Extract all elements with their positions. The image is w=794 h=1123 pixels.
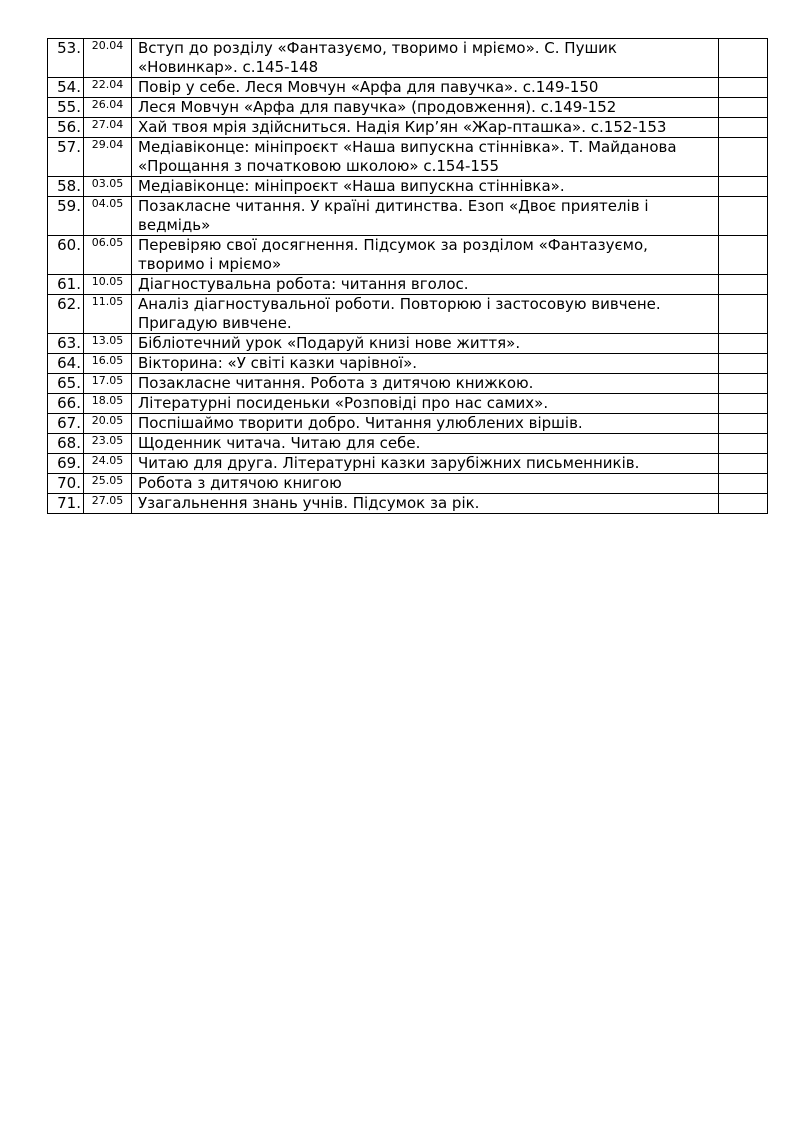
lesson-number-cell: 53. bbox=[48, 39, 84, 78]
table-row bbox=[48, 236, 768, 275]
lesson-topic-cell: Читаю для друга. Літературні казки зарубіжних письменників. bbox=[132, 454, 719, 474]
lesson-topic-cell: Медіавіконце: мініпроєкт «Наша випускна стіннівка». bbox=[132, 177, 719, 197]
lesson-note-cell bbox=[719, 177, 768, 197]
lesson-plan-body bbox=[48, 39, 768, 514]
lesson-note-cell bbox=[719, 354, 768, 374]
lesson-topic-cell: Вступ до розділу «Фантазуємо, творимо і мріємо». С. Пушик «Новинкар». с.145-148 bbox=[132, 39, 719, 78]
lesson-date-cell: 17.05 bbox=[84, 374, 132, 394]
table-row bbox=[48, 138, 768, 177]
lesson-note-cell bbox=[719, 434, 768, 454]
lesson-note-cell bbox=[719, 39, 768, 78]
lesson-topic-cell: Поспішаймо творити добро. Читання улюблених віршів. bbox=[132, 414, 719, 434]
lesson-plan-table bbox=[47, 38, 768, 514]
lesson-note-cell bbox=[719, 394, 768, 414]
lesson-date-cell: 11.05 bbox=[84, 295, 132, 334]
lesson-number-cell: 67. bbox=[48, 414, 84, 434]
table-row bbox=[48, 394, 768, 414]
table-row bbox=[48, 354, 768, 374]
lesson-date-cell: 27.04 bbox=[84, 118, 132, 138]
table-row bbox=[48, 494, 768, 514]
lesson-note-cell bbox=[719, 414, 768, 434]
lesson-number-cell: 55. bbox=[48, 98, 84, 118]
lesson-number-cell: 54. bbox=[48, 78, 84, 98]
lesson-topic-cell: Повір у себе. Леся Мовчун «Арфа для павучка». с.149-150 bbox=[132, 78, 719, 98]
table-row bbox=[48, 434, 768, 454]
lesson-topic-cell: Бібліотечний урок «Подаруй книзі нове життя». bbox=[132, 334, 719, 354]
lesson-note-cell bbox=[719, 474, 768, 494]
lesson-number-cell: 57. bbox=[48, 138, 84, 177]
table-row bbox=[48, 474, 768, 494]
lesson-note-cell bbox=[719, 78, 768, 98]
lesson-number-cell: 71. bbox=[48, 494, 84, 514]
lesson-number-cell: 64. bbox=[48, 354, 84, 374]
table-row bbox=[48, 414, 768, 434]
lesson-date-cell: 06.05 bbox=[84, 236, 132, 275]
table-row bbox=[48, 177, 768, 197]
lesson-topic-cell: Медіавіконце: мініпроєкт «Наша випускна стіннівка». Т. Майданова «Прощання з початковою школою» с.154-155 bbox=[132, 138, 719, 177]
lesson-date-cell: 13.05 bbox=[84, 334, 132, 354]
lesson-date-cell: 25.05 bbox=[84, 474, 132, 494]
lesson-topic-cell: Вікторина: «У світі казки чарівної». bbox=[132, 354, 719, 374]
lesson-date-cell: 27.05 bbox=[84, 494, 132, 514]
lesson-number-cell: 68. bbox=[48, 434, 84, 454]
lesson-topic-cell: Леся Мовчун «Арфа для павучка» (продовження). с.149-152 bbox=[132, 98, 719, 118]
lesson-topic-cell: Перевіряю свої досягнення. Підсумок за розділом «Фантазуємо, творимо і мріємо» bbox=[132, 236, 719, 275]
table-row bbox=[48, 454, 768, 474]
lesson-date-cell: 18.05 bbox=[84, 394, 132, 414]
lesson-note-cell bbox=[719, 295, 768, 334]
lesson-number-cell: 61. bbox=[48, 275, 84, 295]
lesson-topic-cell: Хай твоя мрія здійсниться. Надія Кир’ян «Жар-пташка». с.152-153 bbox=[132, 118, 719, 138]
lesson-date-cell: 23.05 bbox=[84, 434, 132, 454]
lesson-note-cell bbox=[719, 454, 768, 474]
lesson-note-cell bbox=[719, 98, 768, 118]
lesson-note-cell bbox=[719, 275, 768, 295]
table-row bbox=[48, 118, 768, 138]
lesson-number-cell: 65. bbox=[48, 374, 84, 394]
lesson-date-cell: 10.05 bbox=[84, 275, 132, 295]
lesson-topic-cell: Позакласне читання. Робота з дитячою книжкою. bbox=[132, 374, 719, 394]
table-row bbox=[48, 78, 768, 98]
lesson-number-cell: 62. bbox=[48, 295, 84, 334]
lesson-topic-cell: Позакласне читання. У країні дитинства. Езоп «Двоє приятелів і ведмідь» bbox=[132, 197, 719, 236]
lesson-number-cell: 58. bbox=[48, 177, 84, 197]
lesson-number-cell: 70. bbox=[48, 474, 84, 494]
lesson-number-cell: 69. bbox=[48, 454, 84, 474]
lesson-note-cell bbox=[719, 334, 768, 354]
lesson-note-cell bbox=[719, 494, 768, 514]
lesson-number-cell: 63. bbox=[48, 334, 84, 354]
table-row bbox=[48, 197, 768, 236]
lesson-date-cell: 16.05 bbox=[84, 354, 132, 374]
table-row bbox=[48, 98, 768, 118]
lesson-date-cell: 24.05 bbox=[84, 454, 132, 474]
lesson-topic-cell: Робота з дитячою книгою bbox=[132, 474, 719, 494]
lesson-date-cell: 04.05 bbox=[84, 197, 132, 236]
lesson-date-cell: 20.05 bbox=[84, 414, 132, 434]
lesson-topic-cell: Аналіз діагностувальної роботи. Повторюю і застосовую вивчене. Пригадую вивчене. bbox=[132, 295, 719, 334]
lesson-note-cell bbox=[719, 236, 768, 275]
lesson-date-cell: 20.04 bbox=[84, 39, 132, 78]
lesson-number-cell: 59. bbox=[48, 197, 84, 236]
lesson-note-cell bbox=[719, 118, 768, 138]
lesson-date-cell: 29.04 bbox=[84, 138, 132, 177]
lesson-note-cell bbox=[719, 138, 768, 177]
lesson-topic-cell: Узагальнення знань учнів. Підсумок за рік. bbox=[132, 494, 719, 514]
table-row bbox=[48, 39, 768, 78]
lesson-topic-cell: Літературні посиденьки «Розповіді про нас самих». bbox=[132, 394, 719, 414]
table-row bbox=[48, 334, 768, 354]
lesson-number-cell: 56. bbox=[48, 118, 84, 138]
table-row bbox=[48, 295, 768, 334]
lesson-topic-cell: Діагностувальна робота: читання вголос. bbox=[132, 275, 719, 295]
lesson-note-cell bbox=[719, 374, 768, 394]
lesson-number-cell: 60. bbox=[48, 236, 84, 275]
lesson-topic-cell: Щоденник читача. Читаю для себе. bbox=[132, 434, 719, 454]
lesson-note-cell bbox=[719, 197, 768, 236]
lesson-date-cell: 03.05 bbox=[84, 177, 132, 197]
table-row bbox=[48, 374, 768, 394]
table-row bbox=[48, 275, 768, 295]
lesson-date-cell: 22.04 bbox=[84, 78, 132, 98]
lesson-number-cell: 66. bbox=[48, 394, 84, 414]
lesson-date-cell: 26.04 bbox=[84, 98, 132, 118]
